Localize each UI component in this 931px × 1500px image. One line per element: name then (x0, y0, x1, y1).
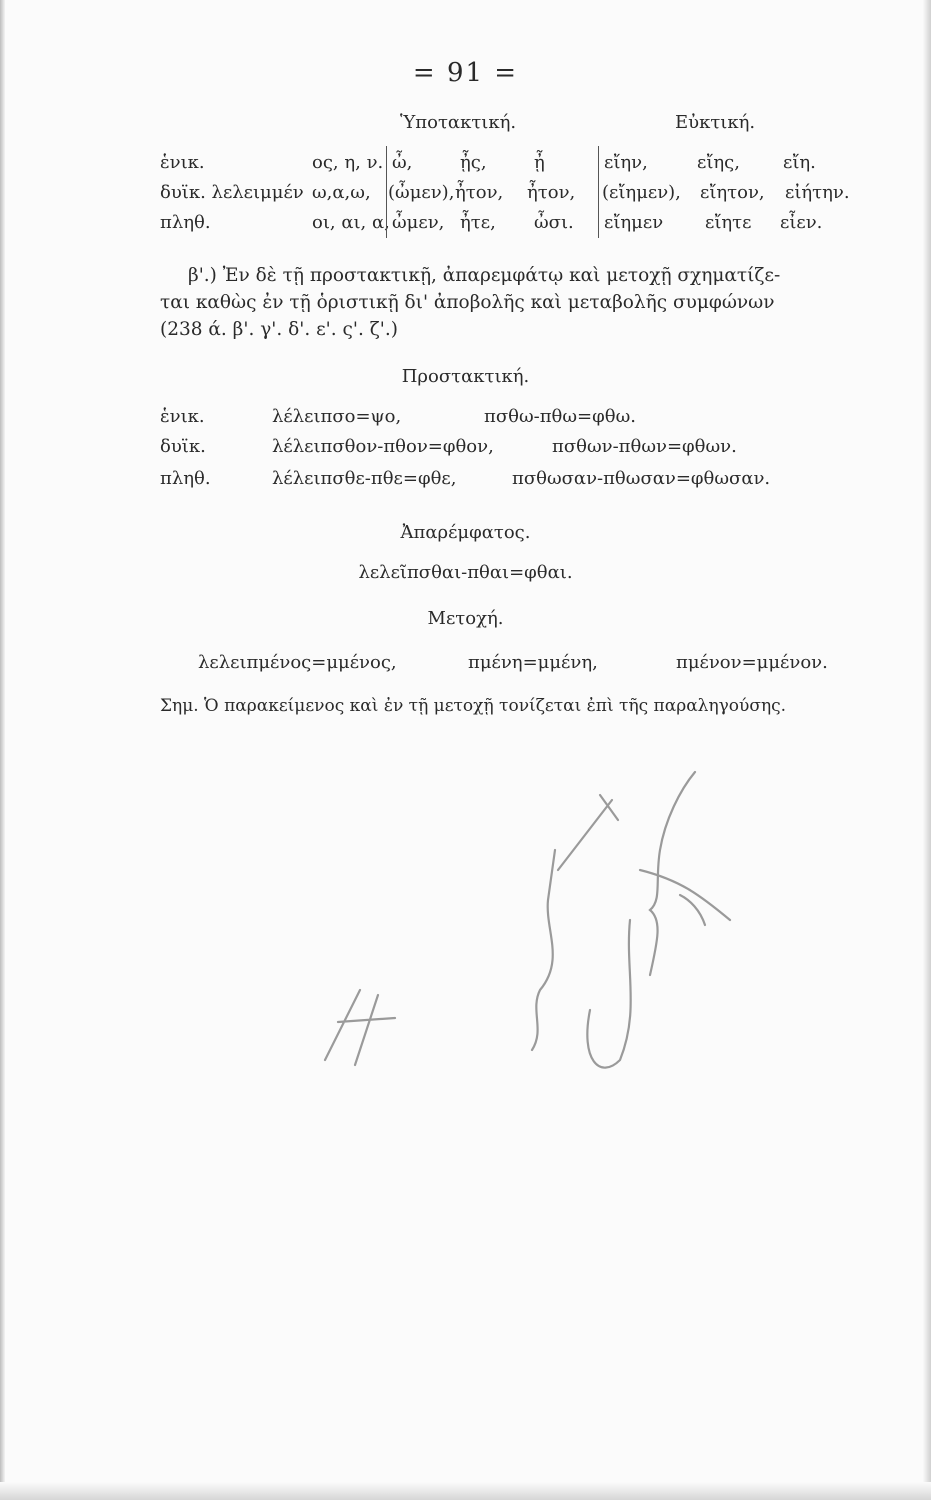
optative-form: (εἴημεν), (602, 182, 681, 203)
optative-form: εἰήτην. (785, 182, 850, 203)
optative-form: εἶεν. (780, 212, 823, 233)
imperative-form: πσθω-πθω=φθω. (484, 406, 636, 427)
body-paragraph (160, 262, 890, 343)
paragraph-line: ται καθὼς ἐν τῇ ὁριστικῇ δι' ἀποβολῆς καὶ μεταβολῆς συμφώνων (160, 292, 775, 313)
subjunctive-form: ὦσι. (534, 212, 574, 233)
paragraph-line: β'.) Ἐν δὲ τῇ προστακτικῇ, ἀπαρεμφάτῳ καὶ μετοχῇ σχηματίζε- (188, 265, 781, 286)
optative-heading: Εὐκτική. (675, 112, 756, 133)
imperative-form: λέλειπσο=ψο, (272, 406, 402, 427)
imperative-form: λέλειπσθε-πθε=φθε, (272, 468, 457, 489)
imperative-form: πσθωσαν-πθωσαν=φθωσαν. (512, 468, 771, 489)
subjunctive-form: ᾖ (534, 152, 545, 173)
imperative-form: λέλειπσθον-πθον=φθον, (272, 436, 494, 457)
subjunctive-number-dual: δυϊκ. λελειμμέν (160, 182, 304, 203)
subjunctive-form: ἦτον, (527, 182, 576, 203)
infinitive-heading: Ἀπαρέμφατος. (400, 522, 531, 543)
imperative-heading: Προστακτική. (401, 366, 530, 387)
subjunctive-form: (ὦμεν), (388, 182, 455, 203)
participle-form: πμένον=μμένον. (676, 652, 828, 673)
pencil-scribble-drawing (300, 760, 750, 1100)
participle-form: λελειπμένος=μμένος, (198, 652, 397, 673)
page-left-edge (0, 0, 5, 1500)
optative-form: εἴης, (697, 152, 740, 173)
optative-form: εἴη. (783, 152, 816, 173)
subjunctive-ending-dual: ω,α,ω, (312, 182, 371, 203)
optative-form: εἴητε (705, 212, 752, 233)
participle-heading: Μετοχή. (427, 608, 504, 629)
page-number: = 91 = (412, 58, 519, 88)
imperative-form: πσθων-πθων=φθων. (552, 436, 737, 457)
mood-divider (598, 146, 599, 238)
subjunctive-ending-plural: οι, αι, α, (312, 212, 390, 233)
participle-form: πμένη=μμένη, (468, 652, 598, 673)
footnote: Σημ. Ὁ παρακείμενος καὶ ἐν τῇ μετοχῇ τονίζεται ἐπὶ τῆς παραληγούσης. (160, 696, 787, 716)
subjunctive-form: ὦ, (392, 152, 413, 173)
optative-form: εἴητον, (700, 182, 765, 203)
imperative-number: πληθ. (160, 468, 211, 489)
subjunctive-form: ᾖς, (460, 152, 487, 173)
page-right-edge (923, 0, 931, 1500)
subjunctive-number-plural: πληθ. (160, 212, 211, 233)
infinitive-form: λελεῖπσθαι-πθαι=φθαι. (358, 562, 573, 583)
imperative-number: δυϊκ. (160, 436, 206, 457)
subjunctive-heading: Ὑποτακτική. (400, 112, 517, 133)
subjunctive-form: ἦτον, (455, 182, 504, 203)
optative-form: εἴημεν (604, 212, 664, 233)
subjunctive-ending-singular: ος, η, ν. (312, 152, 384, 173)
paragraph-line: (238 ά. β'. γ'. δ'. ε'. ς'. ζ'.) (160, 319, 398, 340)
optative-form: εἴην, (604, 152, 648, 173)
subjunctive-form: ὦμεν, (392, 212, 445, 233)
page-bottom-edge (0, 1482, 931, 1500)
subjunctive-number-singular: ἑνικ. (160, 152, 205, 173)
subjunctive-divider (386, 146, 387, 238)
subjunctive-form: ἦτε, (460, 212, 496, 233)
imperative-number: ἑνικ. (160, 406, 205, 427)
